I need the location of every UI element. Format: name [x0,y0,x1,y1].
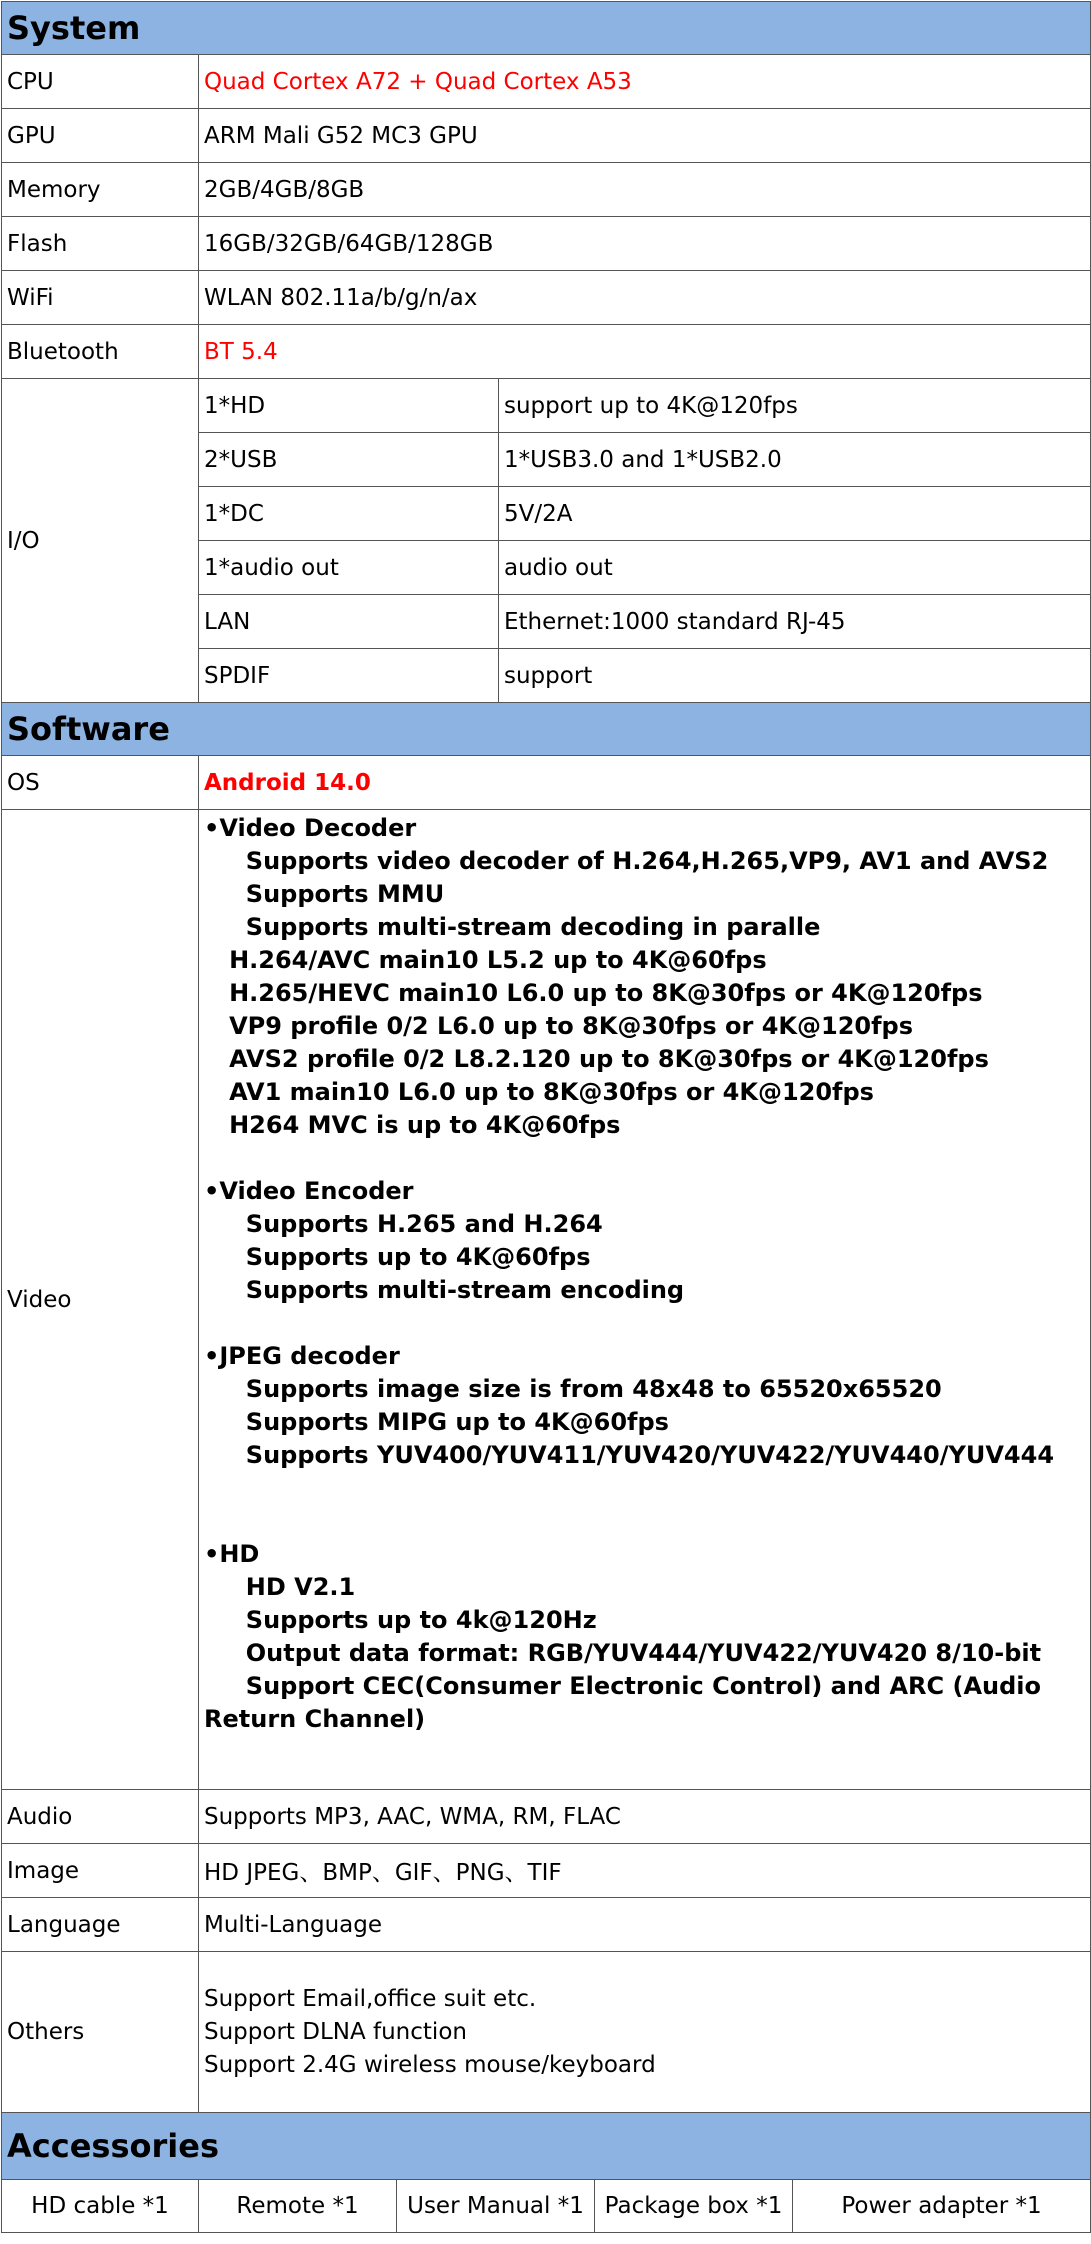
io-port: 1*HD [199,379,499,433]
accessory-item: Package box *1 [595,2180,793,2233]
spec-row-others [2,1952,1091,2113]
accessory-item: Power adapter *1 [793,2180,1091,2233]
spec-row-os [2,756,1091,810]
io-desc: Ethernet:1000 standard RJ-45 [499,595,1091,649]
spec-row-bluetooth [2,325,1091,379]
spec-row-wifi [2,271,1091,325]
io-desc: audio out [499,541,1091,595]
spec-label: OS [2,756,199,810]
system-heading: System [2,2,1091,55]
spec-value: WLAN 802.11a/b/g/n/ax [199,271,1091,325]
spec-value: BT 5.4 [199,325,1091,379]
spec-value: HD JPEG、BMP、GIF、PNG、TIF [199,1844,1091,1898]
spec-row-memory [2,163,1091,217]
video-spec-text: •Video Decoder Supports video decoder of H.264,H.265,VP9, AV1 and AVS2 Supports MMU Supports multi-stream decoding in paralle H.264/AVC main10 L5.2 up to 4K@60fps H.265/HEVC main10 L6.0 up to 8K@30fps or 4K@120fps VP9 profile 0/2 L6.0 up to 8K@30fps or 4K@120fps AVS2 profile 0/2 L8.2.120 up to 8K@30fps or 4K@120fps AV1 main10 L6.0 up to 8K@30fps or 4K@120fps H264 MVC is up to 4K@60fps •Video Encoder Supports H.265 and H.264 Supports up to 4K@60fps Supports multi-stream encoding •JPEG decoder Supports image size is from 48x48 to 65520x65520 Supports MIPG up to 4K@60fps Supports YUV400/YUV411/YUV420/YUV422/YUV440/YUV444 •HD HD V2.1 Supports up to 4k@120Hz Output data format: RGB/YUV444/YUV422/YUV420 8/10-bit Support CEC(Consumer Electronic Control) and ARC (Audio Return Channel) [204,814,1055,1733]
spec-label: Flash [2,217,199,271]
spec-table [1,1,1091,2233]
spec-label: Others [2,1952,199,2113]
io-port: LAN [199,595,499,649]
spec-label: Audio [2,1790,199,1844]
spec-value: Multi-Language [199,1898,1091,1952]
io-desc: 5V/2A [499,487,1091,541]
accessories-heading: Accessories [2,2113,1091,2180]
spec-row-audio [2,1790,1091,1844]
spec-label: Video [2,810,199,1790]
spec-value: Quad Cortex A72 + Quad Cortex A53 [199,55,1091,109]
accessories-row [2,2180,1091,2233]
io-port: SPDIF [199,649,499,703]
spec-label: WiFi [2,271,199,325]
spec-row-gpu [2,109,1091,163]
spec-value: 16GB/32GB/64GB/128GB [199,217,1091,271]
io-port: 2*USB [199,433,499,487]
io-label: I/O [2,379,199,703]
spec-value: Support Email,office suit etc. Support DLNA function Support 2.4G wireless mouse/keyboard [199,1952,1091,2113]
spec-row-image [2,1844,1091,1898]
software-section-header [2,703,1091,756]
accessory-item: User Manual *1 [397,2180,595,2233]
spec-label: Language [2,1898,199,1952]
spec-value: Android 14.0 [199,756,1091,810]
spec-label: Memory [2,163,199,217]
spec-value: ARM Mali G52 MC3 GPU [199,109,1091,163]
spec-row-cpu [2,55,1091,109]
spec-row-video [2,810,1091,1790]
spec-row-language [2,1898,1091,1952]
io-desc: support up to 4K@120fps [499,379,1091,433]
io-port: 1*audio out [199,541,499,595]
software-heading: Software [2,703,1091,756]
spec-label: Image [2,1844,199,1898]
io-desc: 1*USB3.0 and 1*USB2.0 [499,433,1091,487]
spec-row-flash [2,217,1091,271]
accessory-item: HD cable *1 [2,2180,199,2233]
io-port: 1*DC [199,487,499,541]
io-desc: support [499,649,1091,703]
accessory-item: Remote *1 [199,2180,397,2233]
spec-value: 2GB/4GB/8GB [199,163,1091,217]
spec-label: CPU [2,55,199,109]
system-section-header [2,2,1091,55]
io-row-hd [2,379,1091,433]
spec-label: GPU [2,109,199,163]
accessories-section-header [2,2113,1091,2180]
spec-label: Bluetooth [2,325,199,379]
spec-value: Supports MP3, AAC, WMA, RM, FLAC [199,1790,1091,1844]
